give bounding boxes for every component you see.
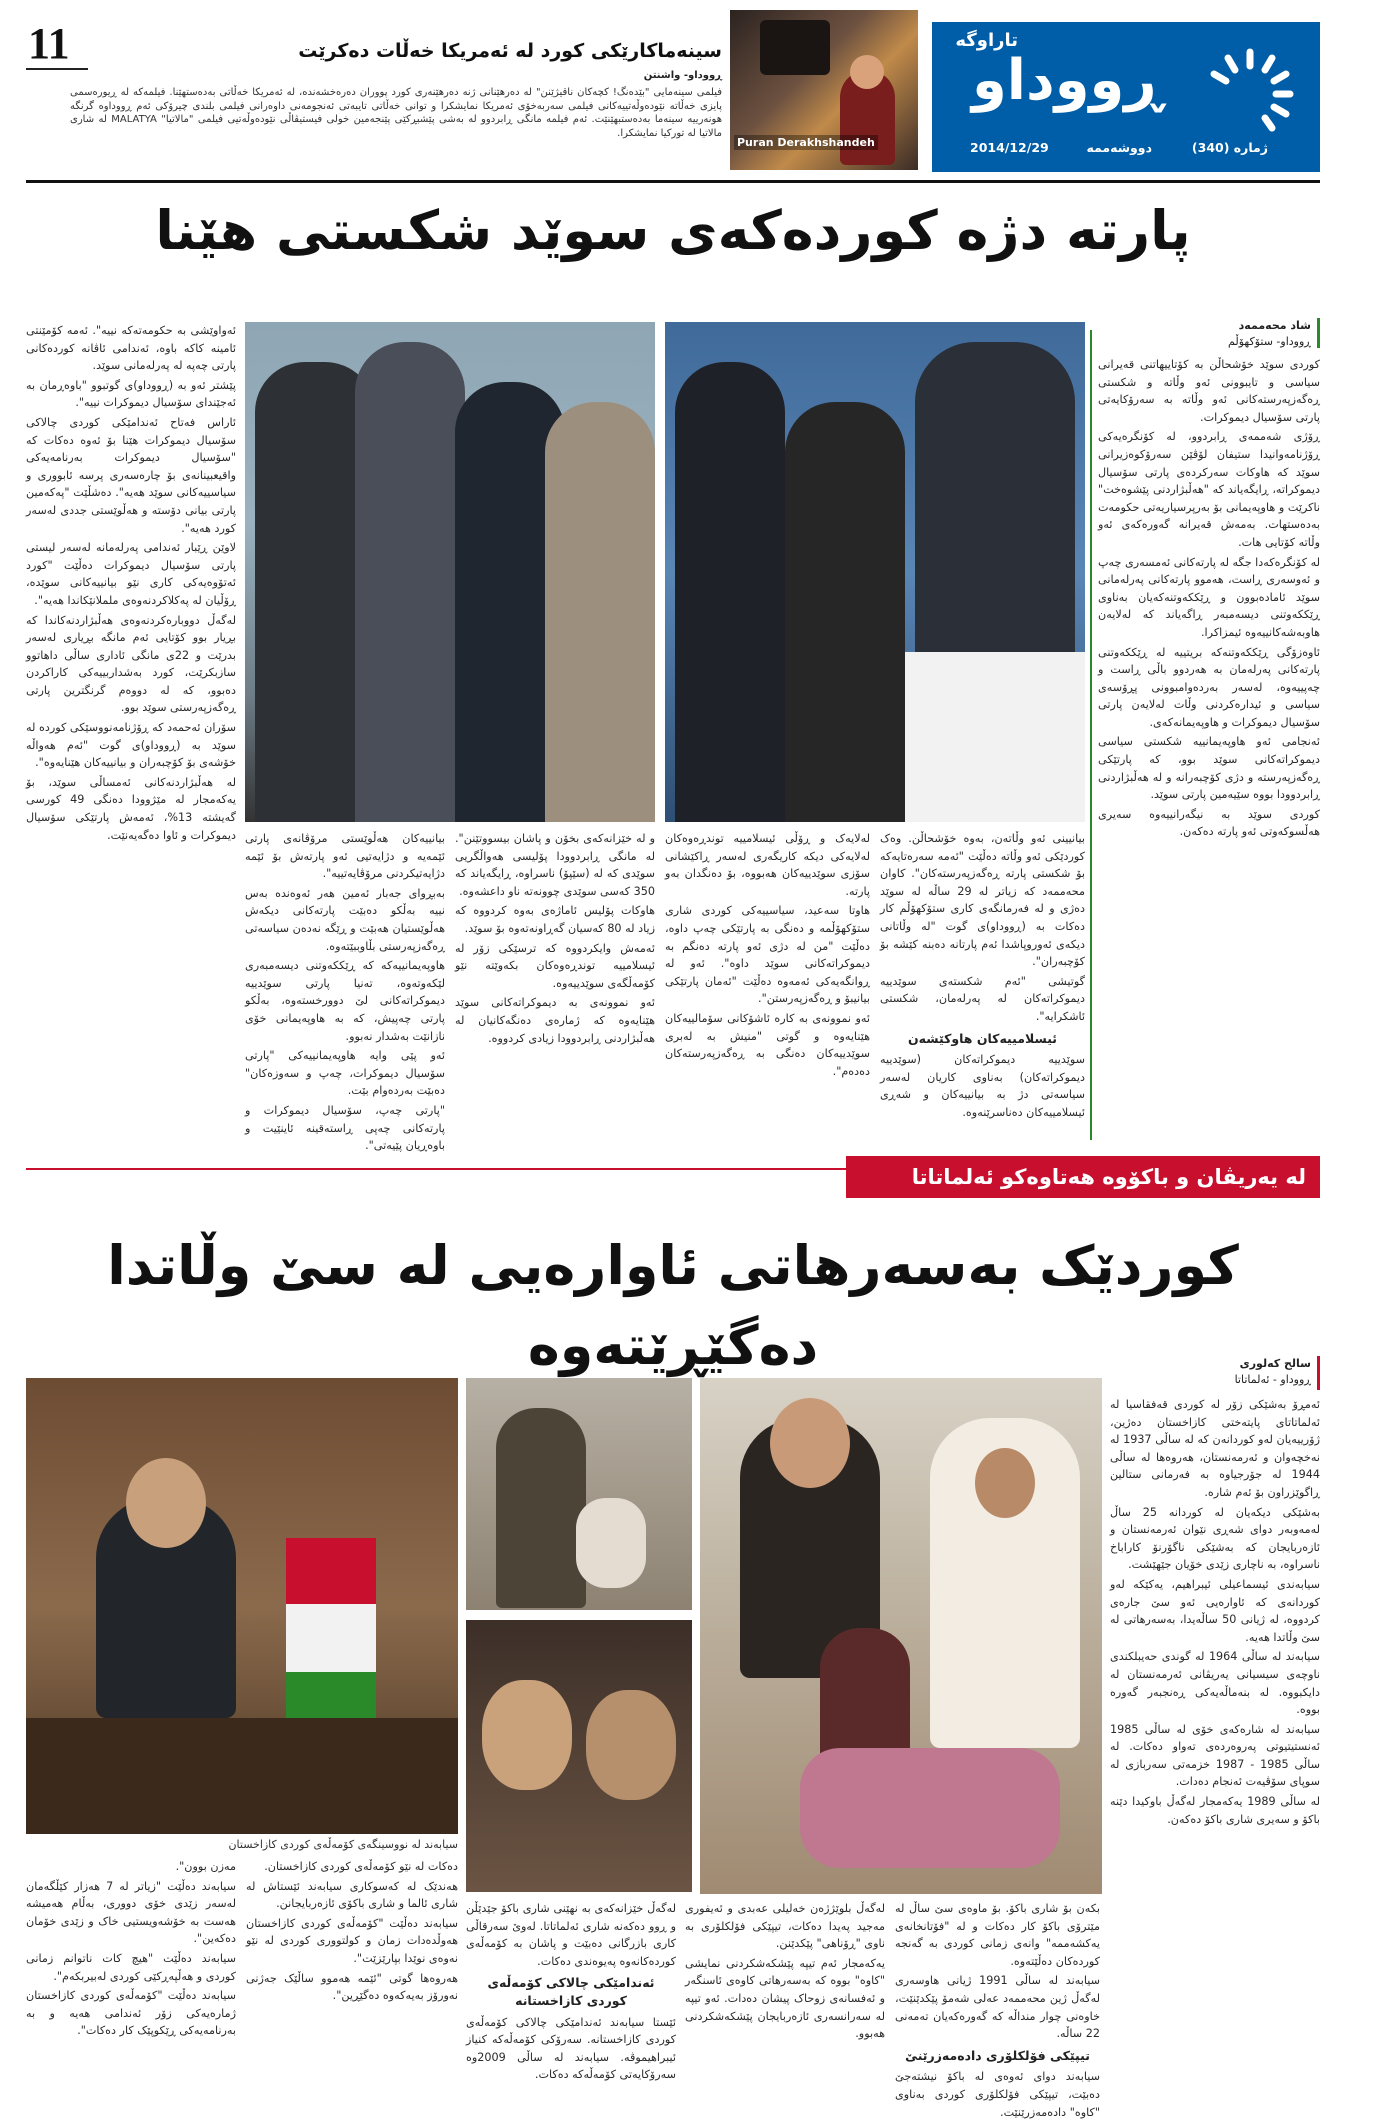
- text-para: بەبڕوای جەبار ئەمین هەر ئەوەندە بەس نییە بەڵکو دەبێت پارتەکانی دیکەش هەڵوێستیان هەبێت و ڕێگە نەدەن سیاسەتی ڕەگەزپەرستی بڵاوببێتەوە.: [245, 886, 445, 953]
- promo-byline: ڕووداو- واشنتن: [643, 70, 722, 81]
- article2-col3: [685, 1900, 885, 2041]
- text-para: ئەو نموونەی بە دیموکراتەکانی سوێد هێنایەوە کە ژمارەی دەنگەکانیان لە هەڵبژاردنی ڕابردوودا زیادی کردووە.: [455, 996, 655, 1045]
- text-para: سیابەند دوای ئەوەی لە باکۆ نیشتەجێ دەبێت، تیپێکی فۆلکلۆری کوردی بەناوی "کاوە" دادەمەزرێنێت.: [895, 2070, 1100, 2119]
- text-para: ڕۆژی شەممەی ڕابردوو، لە کۆنگرەیەکی ڕۆژنامەوانیدا ستیفان لۆڤێن سەرۆکوەزیرانی سوێد کە هاوکات سەرکردەی پارتی سۆسیال دیموکراتە، ڕایگەیاند کە "هەڵبژاردنی پێشوەخت" ناکرێت و هاوپەیمانی بۆ بەرپرسیاریەتی حکومەت بەدەستهات. بەمەش قەیرانە گەورەکەی ئەو وڵاتە کۆتایی هات.: [1098, 430, 1320, 549]
- text-para: کوردی سوێد خۆشحاڵن بە کۆتاییهاتنی قەیرانی سیاسی و تایبوونی ئەو وڵاتە و شکستی ڕەگەزپەرستەکانی ئەو وڵاتە بە سەرۆکایەتی پارتی سۆسیال دیموکرات.: [1098, 358, 1320, 424]
- elder-face: [975, 1448, 1035, 1518]
- text-para: لە هەڵبژاردنەکانی ئەمساڵی سوێد، بۆ یەکەمجار لە مێژوودا دەنگی 49 کورسی گەیشتە 13%، ئەمەش پارتێکی سۆسیال دیموکرات و ئاوا دەگەیەنێت.: [26, 775, 236, 842]
- article1-author-block: [1090, 318, 1320, 348]
- text-para: ئەنجامی ئەو هاوپەیمانییە شکستی سیاسی دیموکراتەکانی سوێد بوو، کە پارتێکی ڕەگەزپەرستە و دژی کۆچبەرانە و لە هەڵبژاردنی ڕابردوودا بووە سێیەمین پارتی سوێد.: [1098, 735, 1320, 802]
- issue-number: ژمارە (340): [1191, 140, 1268, 155]
- text-para: سیابەند دەڵێت "کۆمەڵەی کوردی کازاخستان ژمارەیەکی زۆر ئەندامی هەیە و بە بەرنامەیەکی ڕێکوپێک کار دەکات".: [26, 1989, 236, 2038]
- text-para: و لە خێزانەکەی بخۆن و پاشان بیسووتێنن". لە مانگی ڕابردوودا پۆلیسی هەواڵگریی سوێدی کە لە (سێپۆ) ناسراوە، ڕایگەیاند کە 350 کەسی سوێدی چوونەتە ناو داعشەوە.: [455, 832, 655, 898]
- text-para: سیابەند لە ساڵی 1991 ژیانی هاوسەری لەگەڵ ژین محەممەد عەلی شەمۆ پێکدێنێت، خاوەنی چوار منداڵە کە گەورەکەیان تەمەنی 22 ساڵە.: [895, 1974, 1100, 2041]
- text-para: بیانیینی ئەو وڵاتەن، بەوە خۆشحاڵن. وەک کوردێکی ئەو وڵاتە دەڵێت "ئەمە سەرەتایەکە بۆ شکستی پارتە ڕەگەزپەرستەکان". کاوان محەممەد کە زیاتر لە 29 ساڵە لە سوێد دەژی و لە فەرمانگەی کاری ستۆکهۆڵم کار دەکات بە (ڕووداو)ی گوت "لە وڵاتانی دیکەی ئەوروپاشدا ئەم پارتانە دەبنە کێشە بۆ کۆچبەران".: [880, 832, 1085, 969]
- masthead-box: [932, 22, 1320, 172]
- text-para: سوێدییە دیموکراتەکان (سوێدییە دیموکراتەکان) بەناوی کاریان لەسەر سیاسەتی دژ بە بیانییەکان و شەڕی ئیسلامییەکان دەناسرێنەوە.: [880, 1053, 1085, 1119]
- text-para: سیابەند دەڵێت "هیچ کات ناتوانم زمانی کوردی و هەڵپەڕکێی کوردی لەبیربکەم".: [26, 1951, 236, 1983]
- column-rule: [1090, 330, 1092, 1140]
- issue-day: دووشەممە: [1086, 140, 1152, 155]
- man-head: [770, 1398, 850, 1488]
- camera-shape: [760, 20, 830, 75]
- article1-location: ڕووداو- ستۆکهۆڵم: [1228, 335, 1311, 348]
- text-para: لەگەڵ خێزانەکەی بە نهێنی شاری باکۆ جێدێڵن و ڕوو دەکەنە شاری ئەلماتاتا. لەوێ سەرقاڵی کاری بازرگانی دەبێت و پاشان بە کۆمەڵەی کوردەکانەوە پەیوەندی دەکات.: [466, 1902, 676, 1968]
- article2-kicker: لە یەریڤان و باکۆوە هەتاوەکو ئەلماتاتا: [846, 1156, 1320, 1198]
- text-para: سیابەندی ئیسماعیلی ئیبراهیم، یەکێکە لەو کوردانەی کە ئاوارەیی ئەو سێ جارەی کردووە، لە ژیانی 50 ساڵەیدا، بەسەرهاتی لە سێ وڵاتدا هەیە.: [1110, 1577, 1320, 1644]
- header-rule: [26, 180, 1320, 183]
- article2-headline: کوردێک بەسەرهاتی ئاوارەیی لە سێ وڵاتدا دەگێڕێتەوە: [107, 1234, 1239, 1377]
- text-para: لە کۆنگرەکەدا جگە لە پارتەکانی ئەمسەری چەپ و ئەوسەری ڕاست، هەموو پارتەکانی پەرلەمانی سوێد ئامادەبوون و ڕێککەوتنەکەیان بەناوی ڕێککەوتنی دیسەمبەر ڕاگەیاند کە لەلایەن هاوبەشەکانییەوە ئیمزاکرا.: [1098, 555, 1320, 639]
- issue-date: 2014/12/29: [970, 140, 1049, 155]
- caption-office: سیابەند لە نووسینگەی کۆمەڵەی کوردی کازاخستان: [228, 1838, 458, 1851]
- section-name: تاراوگە: [955, 30, 1018, 51]
- article2-col4: [466, 1900, 676, 2082]
- figure-6: [785, 402, 905, 822]
- podium: [905, 652, 1085, 822]
- elder-face: [586, 1690, 676, 1800]
- text-para: سیابەند لە ساڵی 1964 لە گوندی حەیبلکندی ناوچەی سیسیانی یەریڤانی ئەرمەنستان لە دایکبووە. لە بنەماڵەیەکی ڕەنجبەر گەورە بووە.: [1110, 1650, 1320, 1717]
- text-para: ئێستا سیابەند ئەندامێکی چالاکی کۆمەڵەی کوردی کازاخستانە. سەرۆکی کۆمەڵەکە کنیاز ئیبراهیموڤە. سیابەند لە ساڵی 2009وە سەرۆکایەتی کۆمەڵەکە دەکات.: [466, 2015, 676, 2082]
- text-para: لەگەڵ بلوێژژەن خەلیلی عەبدی و ئەیفوری مەجید پەیدا دەکات، تیپێکی فۆلکلۆری بە ناوی "ڕۆناهی" پێکدێنن.: [685, 1902, 885, 1951]
- article2-col2: [895, 1900, 1100, 2119]
- article1-col5: [245, 830, 445, 1153]
- text-para: گوتیشی "ئەم شکستەی سوێدییە دیموکراتەکان لە پەرلەمان، شکستی ئاشکرایە".: [880, 974, 1085, 1023]
- photo-label: Puran Derakhshandeh: [734, 135, 878, 150]
- article2-author-block: [1160, 1356, 1320, 1390]
- article1-headline: پارتە دژە کوردەکەی سوێد شکستی هێنا: [155, 199, 1191, 262]
- text-para: هاوکات پۆلیس ئاماژەی بەوە کردووە کە زیاد لە 80 کەسیان گەڕاونەتەوە بۆ سوێد.: [455, 904, 655, 935]
- photo-man-child: [466, 1378, 692, 1610]
- article1-photo-left: [245, 322, 655, 822]
- text-para: کوردی سوێد بە نیگەرانییەوە سەیری هەڵسوکەوتی ئەو پارتە دەکەن.: [1098, 807, 1320, 839]
- section-divider: [26, 1168, 846, 1170]
- article2-subheading-1: تیپێکی فۆلکلۆری دادەمەزرێنێ: [905, 2047, 1090, 2063]
- text-para: سیابەند لە شارەکەی خۆی لە ساڵی 1985 ئەنستیتیوتی پەروەردەی تەواو دەکات. لە ساڵی 1985 - 1987 خزمەتی سەربازی لە سوپای سۆڤیەت ئەنجام دەدات.: [1110, 1722, 1320, 1789]
- figure-4: [545, 402, 655, 822]
- man-head: [126, 1458, 206, 1548]
- text-para: "پارتی چەپ، سۆسیال دیموکرات و پارتەکانی چەپی ڕاستەقینە ئاینێیت و باوەڕیان پێیەتی".: [245, 1103, 445, 1153]
- text-para: یەکەمجار ئەم تیپە پێشکەشکردنی نمایشی "کاوە" بووە کە بەسەرهاتی کاوەی ئاسنگەر و ئەفسانەی زوحاک پیشان دەدات. ئەو تیپە لە سەرانسەری ئازەربایجان پێشکەشکردنی هەبوو.: [685, 1956, 885, 2041]
- promo-photo: [730, 10, 918, 170]
- page-number-rule: [26, 68, 88, 70]
- text-para: لاوێن ڕێبار ئەندامی پەرلەمانە لەسەر لیستی پارتی سۆسیال دیموکرات دەڵێت "کورد ئەتۆوەیەکی کاری نێو بیانییەکانی سوێدە، ڕۆڵیان لە پەکلاکردنەوەی ململانێکاندا هەیە".: [26, 541, 236, 607]
- text-para: هاوتا سەعید، سیاسییەکی کوردی شاری ستۆکهۆڵمە و دەنگی بە پارتێکی چەپ داوە، دەڵێت "من لە دژی ئەو پارتە دەنگم بە دیموکراتەکانی سوێد داوە". ئەو لە ڕوانگەیەکی ئەمەوە دەڵێت "ئەمان پارتێکی بیانیبۆ و ڕەگەزپەرستن".: [665, 904, 870, 1006]
- text-para: ئاوەزۆگی ڕێککەوتنەکە بریتییە لە ڕێککەوتنی پارتەکانی پەرلەمان بە هەردوو باڵی ڕاست و چەپییەوە، لەسەر بەردەوامبوونی پڕۆسەی سیاسی و ئیدارەکردنی وڵات لەلایەن پارتی سۆسیال دیموکرات و هاوپەیمانەکەی.: [1098, 645, 1320, 729]
- text-para: دەکات لە نێو کۆمەڵەی کوردی کازاخستان.: [264, 1860, 458, 1873]
- text-para: لە ساڵی 1989 یەکەمجار لەگەڵ باوکیدا دێنە باکۆ و سەیری شاری باکۆ دەکەن.: [1110, 1795, 1320, 1826]
- text-para: ئەواوێشی بە حکومەتەکە نییە". ئەمە کۆمێنتی ئامینە کاکە باوە، ئەندامی ئاڤانە کوردەکانی پارتی چەپە لە پەرلەمانی سوێد.: [26, 324, 236, 373]
- article1-photo-right: [665, 322, 1085, 822]
- masthead: [0, 0, 1386, 180]
- kurdistan-flag: [286, 1538, 376, 1738]
- text-para: بەشێکی دیکەیان لە کوردانە 25 ساڵ لەمەوبەر دوای شەڕی نێوان ئەرمەنستان و ئازەربایجان کە بەشێکی ناگۆرنۆ کاراباخ ناسراوە، بە ناچاری زێدی خۆیان جێهێشت.: [1110, 1505, 1320, 1572]
- text-para: هاوپەیمانییەکە کە ڕێککەوتنی دیسەمبەری لێکەوتەوە، تەنیا پارتی سوێدییە دیموکراتەکانی لێ دوورخستەوە، بەڵکو پارتی چەپیش، کە بە هاوپەیمانی خۆی نازانێت بەشدار نەبوو.: [245, 959, 445, 1043]
- text-para: پێشتر ئەو بە (ڕووداو)ی گوتبوو "باوەڕمان بە ئەجێندای سۆسیال دیموکرات نییە".: [26, 378, 236, 410]
- article1-col4: [455, 830, 655, 1146]
- article2-subheading-2: ئەندامێکی چالاکی کۆمەڵەی کوردی کازاخستانە: [487, 1975, 655, 2008]
- text-para: ئەمڕۆ بەشێکی زۆر لە کوردی قەفقاسیا لە ئەلماتاتای پایتەختی کازاخستان دەژین، ژۆرییەیان لەو کوردانەن کە لە ساڵی 1937 لە نەخچەوان و ئەرمەنستان، هەروەها لە ساڵی 1944 لە جۆرجیاوە بە فەرمانی ستالین ڕاگوێزراون بۆ ئەم شارە.: [1110, 1398, 1320, 1499]
- desk: [26, 1718, 458, 1834]
- text-para: سیابەند دەڵێت "کۆمەڵەی کوردی کازاخستان هەوڵدەدات زمان و کولتووری کوردی لە نێو نەوەی نوێدا بپارێزێت".: [246, 1916, 458, 1965]
- text-para: هەروەها گوتی "ئێمە هەموو ساڵێک جەژنی نەورۆز بەیەکەوە دەگێڕین".: [246, 1971, 458, 2003]
- text-para: مەزن بوون".: [175, 1860, 236, 1873]
- man-figure: [496, 1408, 586, 1608]
- article1-col1: [1098, 356, 1320, 1146]
- logo: ڕووداو: [972, 48, 1163, 113]
- text-para: سۆران ئەحمەد کە ڕۆژنامەنووسێکی کوردە لە سوێد بە (ڕووداو)ی گوت "ئەم هەواڵە خۆشەی بۆ کۆچبەران و بیانییەکان هێنایەوە".: [26, 721, 236, 770]
- promo-title: سینەماکارێکی کورد لە ئەمریکا خەڵات دەکرێت: [298, 40, 722, 62]
- woman-head: [850, 55, 884, 89]
- text-para: بیانییەکان هەڵوێستی مرۆڤانەی پارتی ئێمەیە و دژایەتیی ئەو پارتەش بۆ ئێمە دژایەتیکردنی مرۆڤایەتییە".: [245, 832, 445, 881]
- text-para: ئەو نموونەی بە کارە ئاشۆکانی سۆمالییەکان هێنایەوە و گوتی "منیش بە لەبری سوێدییەکان دەنگی بە ڕەگەزپەرستەکان دەدەم".: [665, 1011, 870, 1078]
- photo-office: [26, 1378, 458, 1834]
- text-para: لەگەڵ دووبارەکردنەوەی هەڵبژاردنەکاندا کە بڕیار بوو کۆتایی ئەم مانگە بڕیاری لەسەر بدرێت و 22ی مانگی ئاداری ساڵی داهاتوو سازبکرێت، کورد بەشداربییەکی کاراکردن دەبوو، کە لە دووەم گرنگترین پارتی ڕەگەزپەرستی سوێد بوو.: [26, 613, 236, 715]
- text-para: لەلایەک و ڕۆڵی ئیسلامییە توندڕەوەکان لەلایەکی دیکە کاریگەری لەسەر ڕاکێشانی سۆزی سوێدییەکان هەبووە، بۆ دەنگدان بەو پارتە.: [665, 832, 870, 898]
- text-para: ئەمەش وایکردووە کە ترسێکی زۆر لە ئیسلامییە توندڕەوەکان بکەوێتە نێو کۆمەڵگەی سوێدییەوە.: [455, 941, 655, 990]
- article1-col6: [26, 322, 236, 1146]
- article1-author: شاد محەممەد: [1238, 319, 1311, 332]
- article1-col3: [665, 830, 870, 1146]
- text-para: ئەو پێی وایە هاوپەیمانییەکی "پارتی سۆسیال دیموکرات، چەپ و سەوزەکان" دەبێت بەردەوام بێت.: [245, 1049, 445, 1098]
- article1-col2: [880, 830, 1085, 1146]
- baby-figure: [576, 1498, 646, 1588]
- figure-5: [675, 362, 785, 822]
- text-para: سیابەند دەڵێت "زیاتر لە 7 هەزار کێڵگەمان لەسەر زێدی خۆی دووری، بەڵام هەمیشە هەست بە خۆشەویستیی خاک و زێدی خۆمان دەکەین".: [26, 1879, 237, 1946]
- article2-col6: [26, 1858, 237, 2038]
- article2-author: سالح کەلوری: [1239, 1357, 1311, 1370]
- photo-portrait-pair: [466, 1620, 692, 1892]
- page-number: 11: [28, 19, 70, 68]
- young-man-face: [482, 1680, 572, 1790]
- logo-sunburst-icon: [1202, 42, 1298, 138]
- article2-col1: [1110, 1396, 1320, 2016]
- article2-col5: [246, 1858, 458, 2016]
- promo-text: فیلمی سینەمایی "بێدەنگ! کچەکان ناقیژێنن" لە دەرهێنانی ژنە دەرهێنەری کورد پووران دەرەخشەندە، لە ئەمریکا خەڵاتی بەدەستهێنا. فیلمەکە لە ڕیورەسمی پایزی خەڵاتە نێودەوڵەتییەکانی فیلمی سەربەخۆی ئەمریکا نمایشکرا و توانی خەڵاتی تایبەتی ئەنجومەنی داوەرانی فیلمی بلندی چیرۆکی ئەم ڕووداوە گرنگە هونەرییە سینەما بەدەستبهێنێت. ئەم فیلمە مانگی ڕابردوو لە بەشی پێشبڕکێی پێنجەمین خولی فیستیڤاڵی نێودەوڵەتیی فیلمی "مالاتیا" MALATYA لە شاری مالاتیا لە تورکیا نمایشکرا.: [70, 87, 722, 139]
- article2-location: ڕووداو - ئەلماتاتا: [1234, 1373, 1311, 1386]
- bouquet: [800, 1748, 1060, 1868]
- figure-2: [355, 342, 465, 822]
- family-photo-large: [700, 1378, 1102, 1894]
- text-para: هەندێک لە کەسوکاری سیابەند ئێستاش لە شاری ئالما و شاری باکۆی ئازەربایجانن.: [246, 1879, 458, 1911]
- text-para: بکەن بۆ شاری باکۆ. بۆ ماوەی سێ ساڵ لە مێترۆی باکۆ کار دەکات و لە "فۆتانخانەی یەکشەممە" وانەی زمانی کوردی بە گەنجە کوردەکان دەڵێتەوە.: [895, 1902, 1100, 1968]
- text-para: ئاراس فەتاح ئەندامێکی کوردی چالاکی سۆسیال دیموکرات هێنا بۆ ئەوە دەکات کە "سۆسیال دیموکرات بەرنامەیەکی واقیعبینانەی بۆ چارەسەری پرسە ئابووری و سیاسییەکانی سوێد هەیە". دەشڵێت "پەکەمین پارتی بیانی دۆستە و هەڵوێستی جددی لەسەر کورد هەیە".: [26, 415, 236, 535]
- article1-subheading: ئیسلامییەکان هاوکێشەن: [908, 1030, 1057, 1046]
